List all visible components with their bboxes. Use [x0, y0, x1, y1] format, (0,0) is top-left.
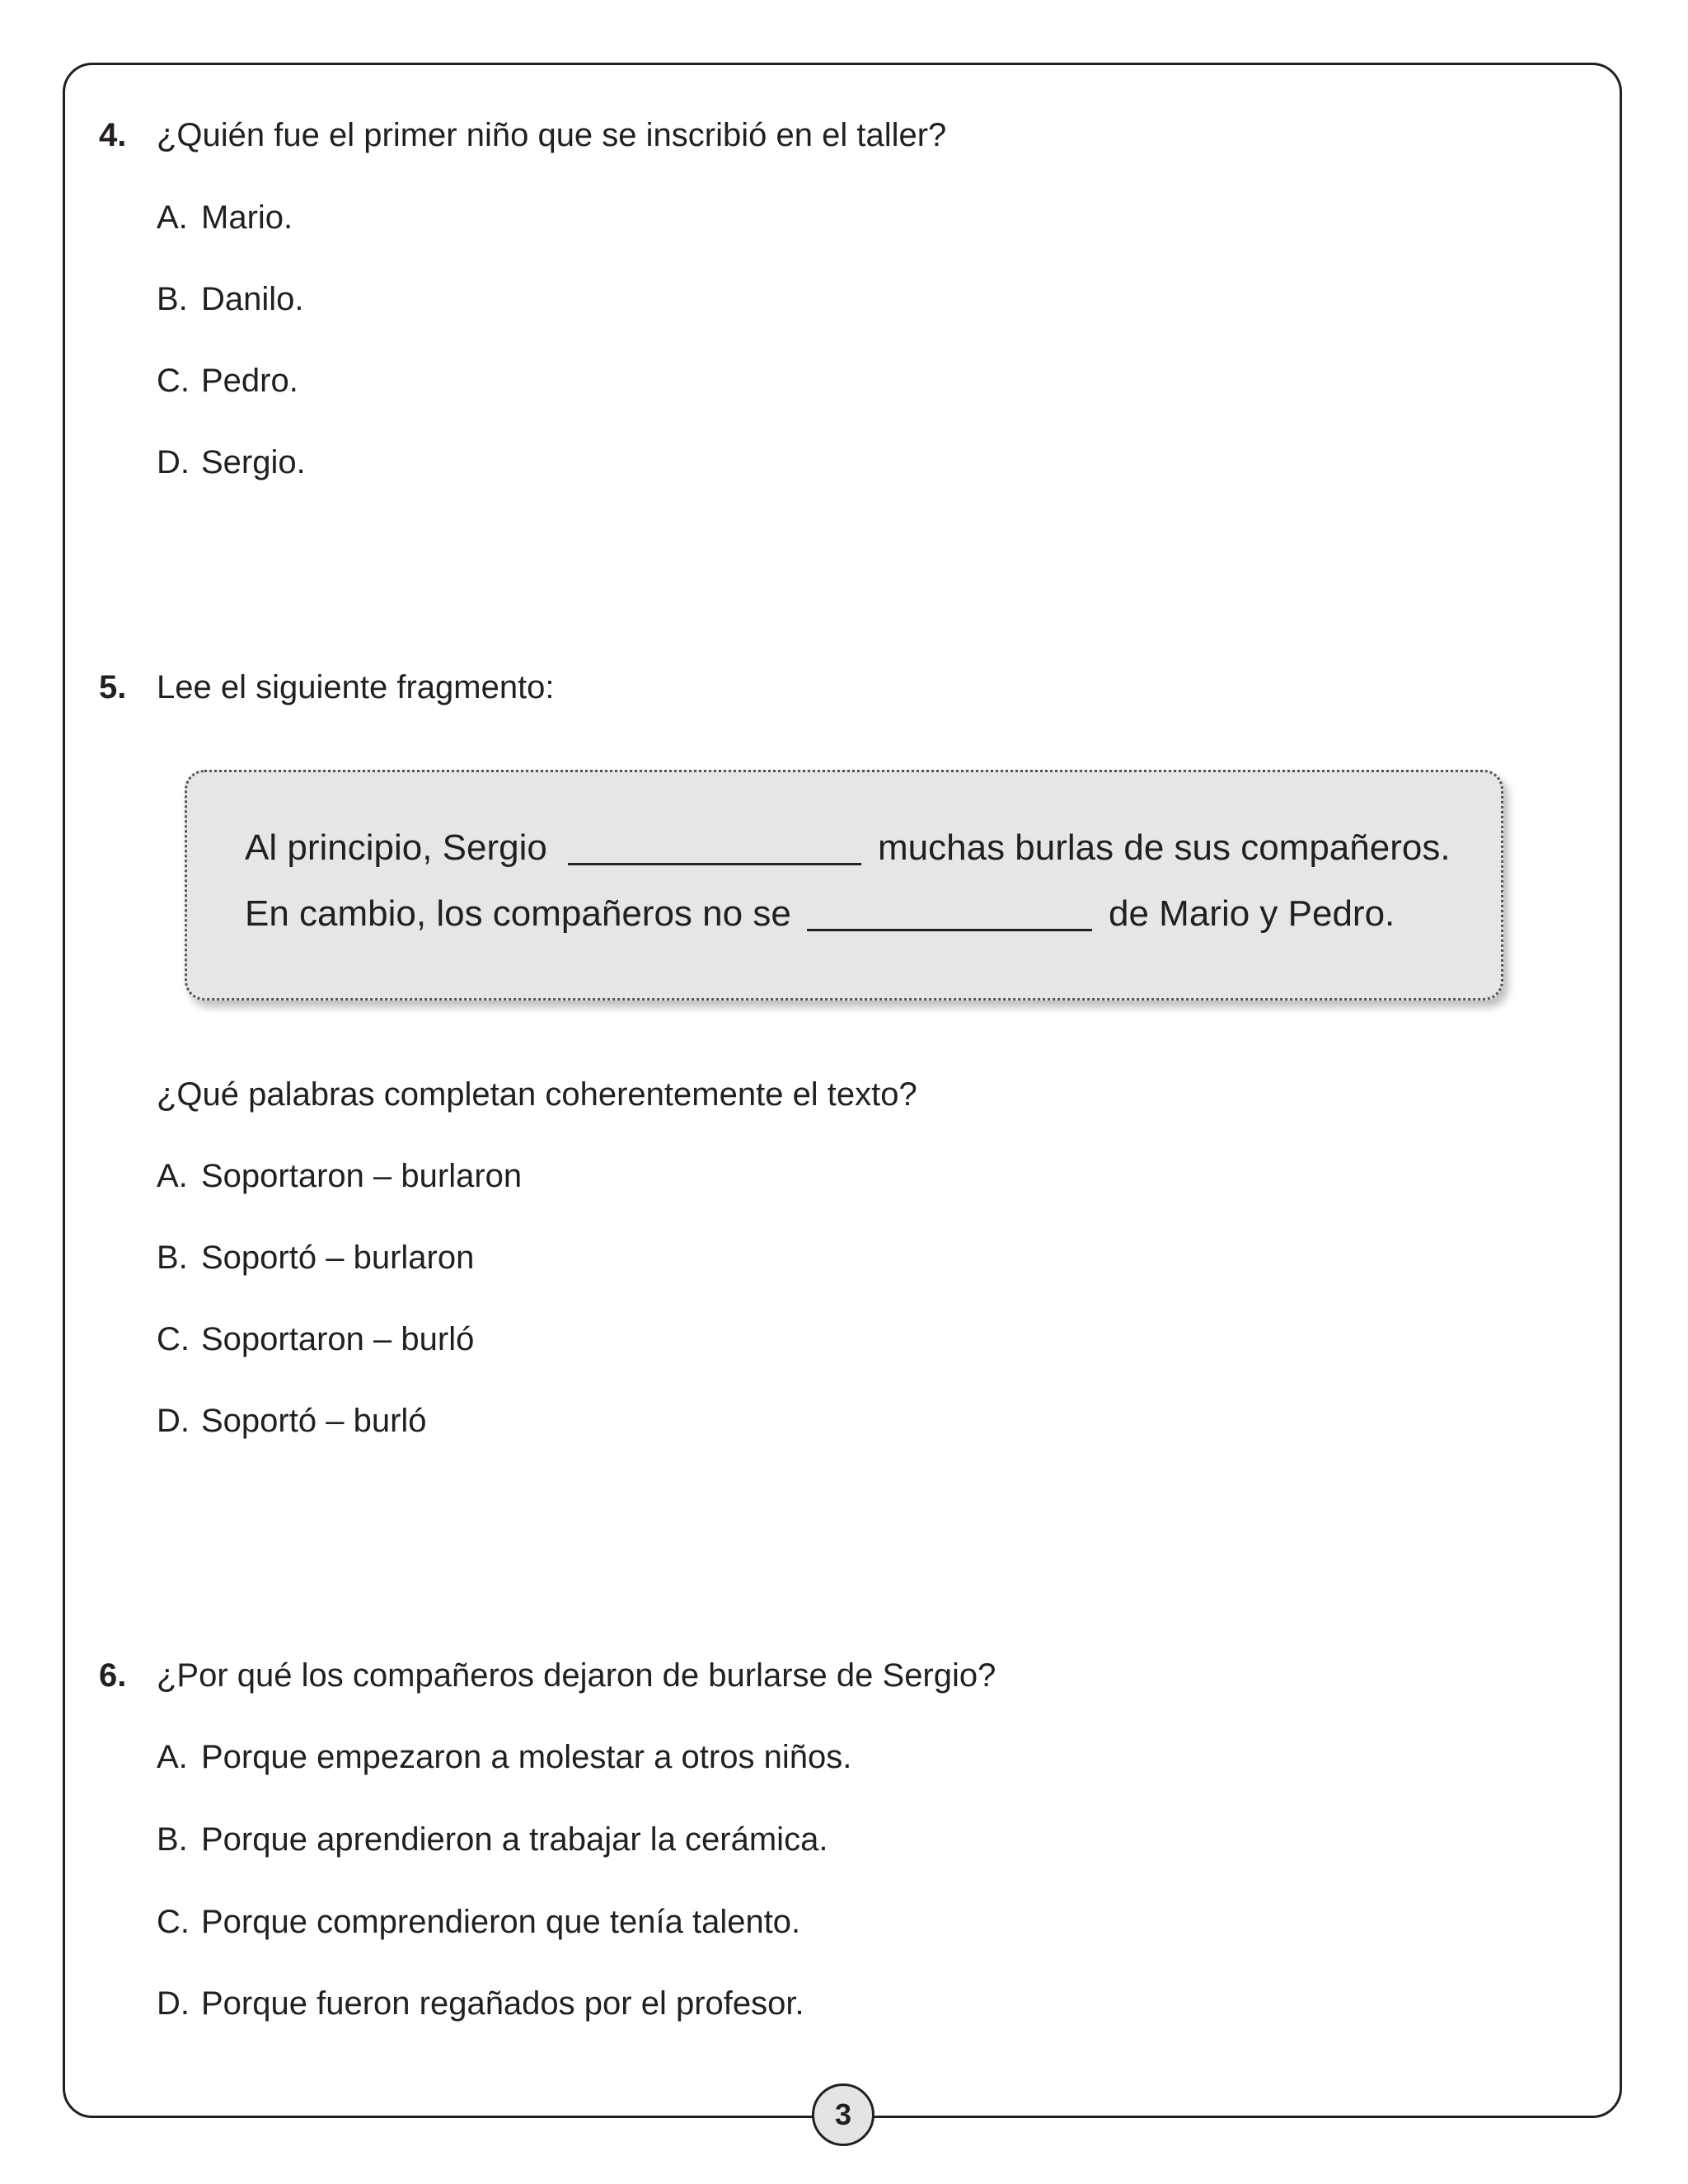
option-text: Mario. — [201, 199, 293, 236]
question-number: 6. — [99, 1657, 127, 1694]
question-text: Lee el siguiente fragmento: — [157, 669, 555, 705]
question-text: ¿Por qué los compañeros dejaron de burlarse de Sergio? — [157, 1657, 996, 1694]
question-prompt: ¿Qué palabras completan coherentemente el texto? — [157, 1076, 917, 1113]
option-text: Danilo. — [201, 281, 304, 317]
option-letter: C. — [157, 1904, 190, 1940]
option-text: Soportaron – burló — [201, 1321, 475, 1357]
option-letter: D. — [157, 1403, 190, 1439]
option-letter: B. — [157, 281, 188, 317]
fragment-box — [185, 770, 1503, 1001]
question-text: ¿Quién fue el primer niño que se inscribió en el taller? — [157, 117, 947, 153]
option-letter: C. — [157, 1321, 190, 1357]
option-text: Porque aprendieron a trabajar la cerámica. — [201, 1821, 828, 1858]
question-number: 4. — [99, 117, 127, 153]
option-letter: B. — [157, 1821, 188, 1858]
option-text: Porque comprendieron que tenía talento. — [201, 1904, 801, 1940]
option-letter: A. — [157, 1158, 188, 1194]
answer-option[interactable] — [157, 1741, 851, 1774]
answer-option[interactable] — [157, 1241, 474, 1274]
option-letter: A. — [157, 199, 188, 236]
answer-option[interactable] — [157, 446, 306, 479]
answer-option[interactable] — [157, 1404, 427, 1437]
fill-in-blank[interactable] — [568, 863, 861, 865]
option-text: Pedro. — [201, 363, 298, 399]
option-letter: D. — [157, 444, 190, 480]
option-letter: B. — [157, 1240, 188, 1276]
option-letter: C. — [157, 363, 190, 399]
fragment-line-2-start: En cambio, los compañeros no se — [245, 893, 791, 934]
option-text: Soportó – burló — [201, 1403, 427, 1439]
option-text: Soportó – burlaron — [201, 1240, 475, 1276]
fill-in-blank[interactable] — [807, 929, 1092, 931]
fragment-line-2-end: de Mario y Pedro. — [1109, 893, 1395, 934]
option-letter: D. — [157, 1985, 190, 2022]
option-text: Soportaron – burlaron — [201, 1158, 523, 1194]
page-number: 3 — [812, 2083, 874, 2146]
answer-option[interactable] — [157, 1160, 522, 1193]
answer-option[interactable] — [157, 201, 293, 234]
answer-option[interactable] — [157, 1323, 474, 1356]
answer-option[interactable] — [157, 364, 298, 397]
fragment-line-1-start: Al principio, Sergio — [245, 827, 547, 868]
option-text: Porque empezaron a molestar a otros niños. — [201, 1739, 852, 1775]
option-text: Sergio. — [201, 444, 306, 480]
answer-option[interactable] — [157, 1823, 828, 1856]
answer-option[interactable] — [157, 283, 304, 316]
option-letter: A. — [157, 1739, 188, 1775]
option-text: Porque fueron regañados por el profesor. — [201, 1985, 804, 2022]
answer-option[interactable] — [157, 1905, 800, 1938]
answer-option[interactable] — [157, 1987, 804, 2020]
question-number: 5. — [99, 669, 127, 705]
fragment-line-1-end: muchas burlas de sus compañeros. — [878, 827, 1451, 868]
